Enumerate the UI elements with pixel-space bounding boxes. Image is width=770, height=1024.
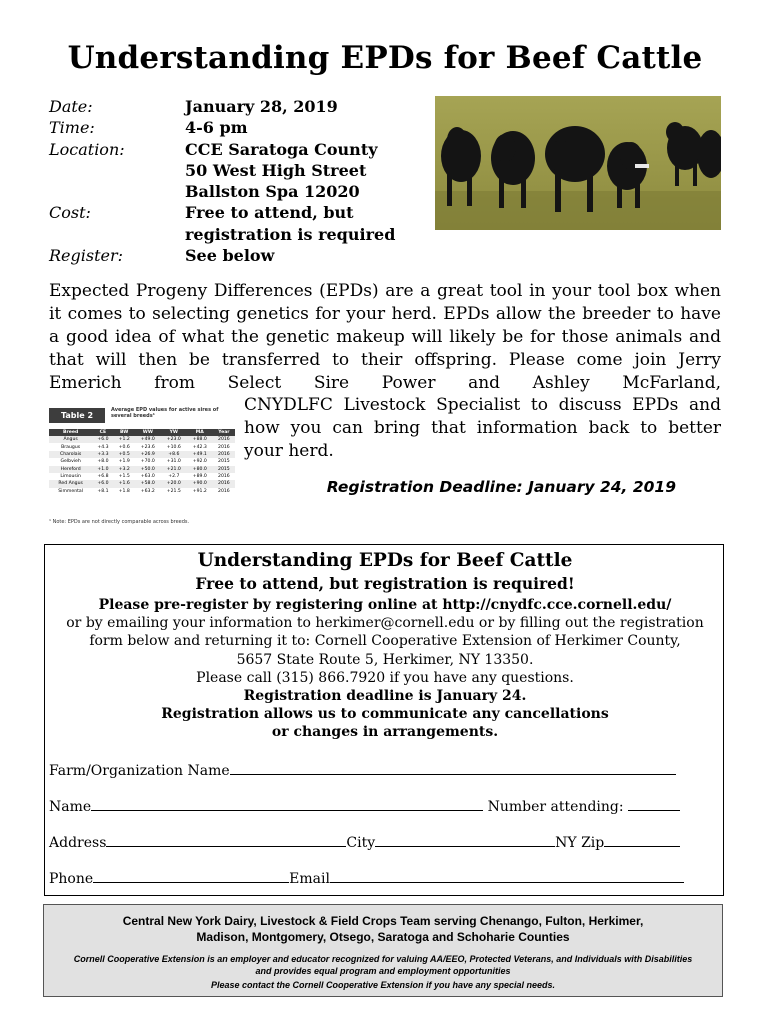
table-header: BW <box>120 430 129 435</box>
table-cell: +2.7 <box>168 474 180 480</box>
table-cell: Charolais <box>60 451 82 457</box>
zip-label: NY Zip <box>555 835 605 851</box>
table-row <box>49 488 235 495</box>
cost-label: Cost: <box>49 203 91 223</box>
table-cell: +0.6 <box>118 444 130 450</box>
footer-box <box>43 904 723 997</box>
table-cell: 2016 <box>218 474 230 480</box>
name-field-row <box>49 796 680 815</box>
table-header: Breed <box>63 430 79 435</box>
table-cell: Angus <box>63 437 78 443</box>
table-cell: +80.0 <box>192 466 207 472</box>
table-caption: Average EPD values for active sires of several breeds¹ <box>111 407 219 419</box>
registration-deadline-line: Registration deadline is January 24. <box>243 688 527 705</box>
register-label: Register: <box>49 246 124 266</box>
footer-eeo: Cornell Cooperative Extension is an employer and educator recognized for valuing AA/EEO, Protected Veterans, and Individuals with Disabilities and provides equal program and employment opportunities <box>73 954 693 976</box>
table-cell: 2016 <box>218 488 230 494</box>
register-value: See below <box>185 246 275 266</box>
number-attending-blank[interactable] <box>628 796 680 811</box>
table-cell: +1.8 <box>118 488 130 494</box>
registration-online-line: Please pre-register by registering online at http://cnydfc.cce.cornell.edu/ <box>98 597 672 613</box>
table-cell: +1.5 <box>118 474 130 480</box>
city-label: City <box>346 835 376 851</box>
phone-blank[interactable] <box>93 868 289 883</box>
table-header: Year <box>218 430 230 435</box>
table-cell: +63.0 <box>140 474 155 480</box>
registration-instructions <box>45 596 725 742</box>
email-blank[interactable] <box>330 868 684 883</box>
time-label: Time: <box>49 118 95 138</box>
table-cell: +8.6 <box>168 451 180 457</box>
table-row <box>49 436 235 443</box>
table-cell: +8.0 <box>97 459 109 465</box>
cost-line: Free to attend, but <box>185 203 354 223</box>
table-cell: +1.2 <box>118 437 130 443</box>
table-cell: Red Angus <box>58 481 83 487</box>
footer-contact: Please contact the Cornell Cooperative Extension if you have any special needs. <box>210 980 556 990</box>
table-header: WW <box>142 430 153 435</box>
phone-field-row <box>49 868 684 887</box>
description-continuation: CNYDLFC Livestock Specialist to discuss EPDs and how you can bring that information back to better your herd. <box>244 395 721 461</box>
epd-table-figure <box>49 403 239 531</box>
table-cell: Limousin <box>60 474 81 480</box>
table-cell: +90.0 <box>192 481 207 487</box>
registration-deadline: Registration Deadline: January 24, 2019 <box>326 478 676 496</box>
footer-team: Central New York Dairy, Livestock & Field Crops Team serving Chenango, Fulton, Herkimer, Madison, Montgomery, Otsego, Saratoga and Schoharie Counties <box>122 914 644 944</box>
farm-label: Farm/Organization Name <box>49 763 230 779</box>
table-cell: +21.0 <box>166 466 181 472</box>
table-cell: +50.0 <box>140 466 155 472</box>
table-cell: +6.0 <box>97 437 109 443</box>
table-row <box>49 458 235 465</box>
cattle-photo <box>435 96 721 230</box>
table-cell: 2015 <box>218 466 230 472</box>
table-row <box>49 466 235 473</box>
table-cell: +89.0 <box>192 474 207 480</box>
registration-note-line: Registration allows us to communicate any cancellations <box>161 706 609 723</box>
table-cell: +3.2 <box>118 466 130 472</box>
table-cell: +88.0 <box>192 437 207 443</box>
table-cell: 2016 <box>218 444 230 450</box>
date-value: January 28, 2019 <box>185 97 338 116</box>
table-cell: +1.0 <box>97 466 109 472</box>
email-label: Email <box>289 871 330 887</box>
registration-note-line: or changes in arrangements. <box>271 724 499 741</box>
table-header: CE <box>99 430 107 435</box>
table-cell: 2016 <box>218 437 230 443</box>
table-row <box>49 473 235 480</box>
table-cell: Gelbvieh <box>60 459 81 465</box>
table-label: Table 2 <box>60 411 94 420</box>
cost-line: registration is required <box>185 224 396 244</box>
table-cell: +6.0 <box>97 481 109 487</box>
table-cell: +6.8 <box>97 474 109 480</box>
table-cell: +1.9 <box>118 459 130 465</box>
table-cell: +26.9 <box>140 451 155 457</box>
phone-label: Phone <box>49 871 94 887</box>
table-row <box>49 443 235 450</box>
farm-blank[interactable] <box>230 760 676 775</box>
table-cell: +92.0 <box>192 459 207 465</box>
table-cell: +0.5 <box>118 451 130 457</box>
city-blank[interactable] <box>375 832 555 847</box>
farm-field-row <box>49 760 676 779</box>
table-cell: +3.3 <box>97 451 109 457</box>
table-cell: Hereford <box>60 466 81 472</box>
table-cell: Simmental <box>58 488 84 494</box>
table-cell: Braugus <box>61 444 81 450</box>
table-cell: 2016 <box>218 451 230 457</box>
registration-title: Understanding EPDs for Beef Cattle <box>197 550 573 571</box>
table-note: ¹ Note: EPDs are not directly comparable across breeds. <box>49 519 190 525</box>
table-cell: +10.6 <box>166 444 181 450</box>
table-cell: +31.0 <box>166 459 181 465</box>
name-blank[interactable] <box>91 796 483 811</box>
event-details <box>49 96 415 266</box>
location-label: Location: <box>49 139 125 159</box>
table-cell: 2015 <box>218 459 230 465</box>
table-header: MA <box>195 430 204 435</box>
table-cell: +8.1 <box>97 488 109 494</box>
table-cell: +21.5 <box>166 488 181 494</box>
location-line: 50 West High Street <box>185 160 367 180</box>
table-cell: +20.0 <box>166 481 181 487</box>
name-label: Name <box>49 799 92 815</box>
table-row <box>49 480 235 487</box>
table-cell: +49.1 <box>192 451 207 457</box>
page-title: Understanding EPDs for Beef Cattle <box>67 40 703 76</box>
time-value: 4-6 pm <box>185 118 248 138</box>
table-cell: +70.0 <box>140 459 155 465</box>
table-cell: +1.6 <box>118 481 130 487</box>
address-blank[interactable] <box>106 832 346 847</box>
table-cell: +23.0 <box>166 437 181 443</box>
address-label: Address <box>49 835 107 851</box>
registration-box <box>44 544 724 896</box>
registration-email-line: or by emailing your information to herkimer@cornell.edu or by filling out the registration <box>66 615 704 632</box>
registration-phone-line: Please call (315) 866.7920 if you have any questions. <box>196 669 574 686</box>
table-cell: +23.6 <box>140 444 155 450</box>
address-field-row <box>49 832 680 851</box>
description-paragraph: Expected Progeny Differences (EPDs) are a great tool in your tool box when it comes to selecting genetics for your herd. EPDs allow the breeder to have a good idea of what the genetic makeup will likely be for those animals and that will then be transferred to their offspring. Please come join Jerry Emerich from Select Sire Power and Ashley McFarland, <box>49 281 721 393</box>
date-label: Date: <box>49 97 93 116</box>
registration-return-line: form below and returning it to: Cornell Cooperative Extension of Herkimer County, <box>89 633 681 650</box>
table-cell: +63.2 <box>140 488 155 494</box>
table-header: YW <box>169 430 178 435</box>
table-cell: +42.3 <box>192 444 207 450</box>
location-line: CCE Saratoga County <box>185 139 378 159</box>
registration-address-line: 5657 State Route 5, Herkimer, NY 13350. <box>236 651 534 668</box>
zip-blank[interactable] <box>604 832 680 847</box>
table-cell: +91.2 <box>192 488 207 494</box>
table-cell: 2016 <box>218 481 230 487</box>
location-line: Ballston Spa 12020 <box>185 182 360 202</box>
table-cell: +4.3 <box>97 444 109 450</box>
registration-subtitle: Free to attend, but registration is required! <box>195 574 575 593</box>
table-cell: +58.0 <box>140 481 155 487</box>
table-row <box>49 451 235 458</box>
epd-table <box>49 429 235 495</box>
table-cell: +49.0 <box>140 437 155 443</box>
number-attending-label: Number attending: <box>487 799 624 815</box>
